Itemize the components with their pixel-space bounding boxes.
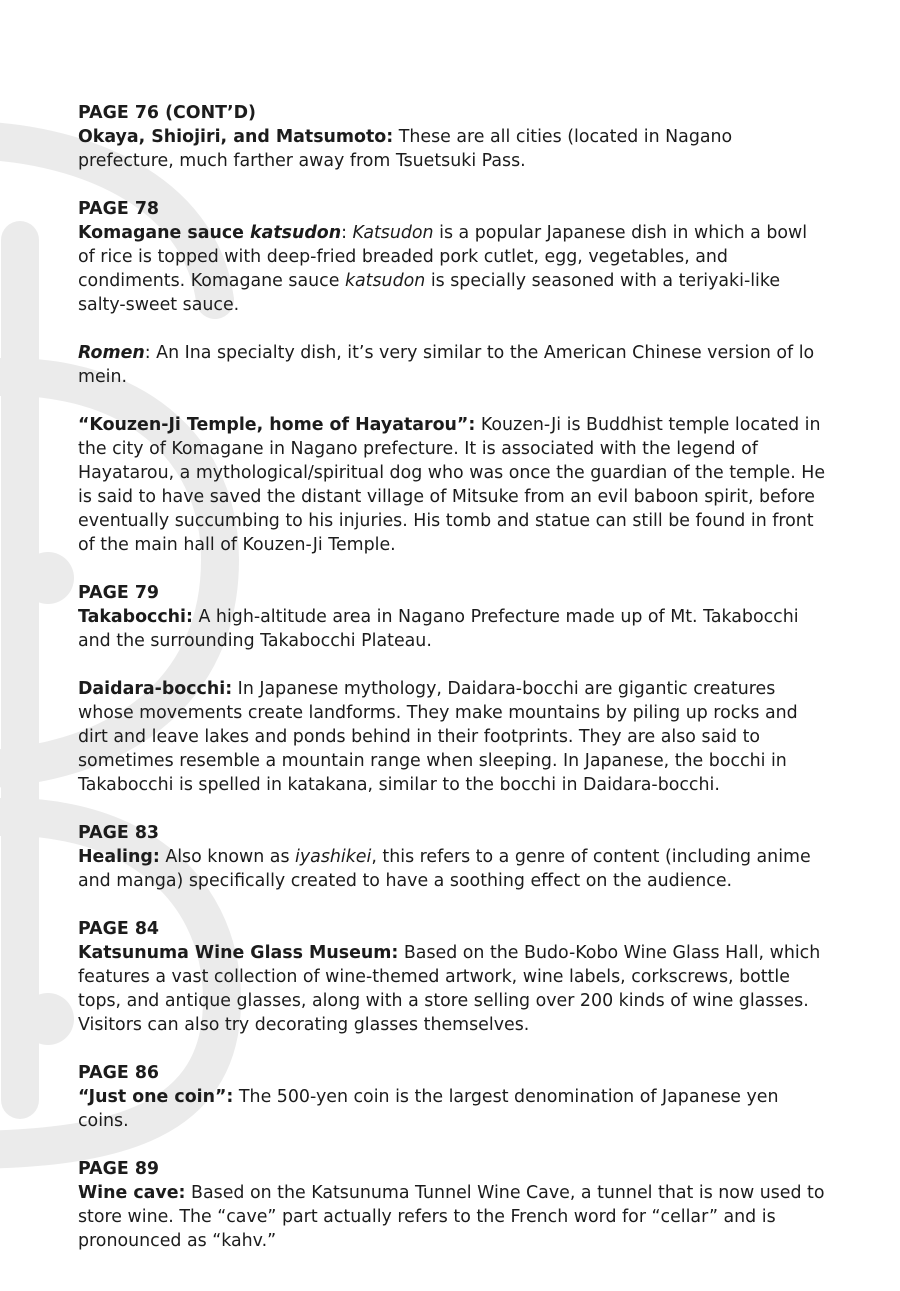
entry-text: iyashikei [295, 847, 372, 867]
watermark-dot-upper [22, 552, 74, 604]
entry-text: In Japanese mythology, Daidara-bocchi are gigantic creatures whose movements create landforms. They make mountains by piling up rocks and dirt and leave lakes and ponds behind in their footprints. They are also said to sometimes resemble a mountain range when sleeping. In Japanese, the bocchi in Takabocchi is spelled in katakana, similar to the bocchi in Daidara-bocchi. [78, 679, 798, 795]
entry-term: Daidara-bocchi: [78, 679, 233, 699]
entry-term: Komagane sauce [78, 223, 251, 243]
page-heading: PAGE 86 [78, 1063, 160, 1083]
page-section [78, 581, 828, 797]
entry-text: Also known as [159, 847, 296, 867]
entry-term: Healing: [78, 847, 160, 867]
entry-text: Katsudon [352, 223, 434, 243]
entry-term: Wine cave: [78, 1183, 186, 1203]
glossary-entry [78, 1085, 828, 1133]
page-section [78, 917, 828, 1037]
entry-term: Okaya, Shiojiri, and Matsumoto: [78, 127, 394, 147]
entry-text: Based on the Budo-Kobo Wine Glass Hall, which features a vast collection of wine-themed artwork, wine labels, corkscrews, bottle tops, and antique glasses, along with a store selling over 200 kinds of wine glasses. Visitors can also try decorating glasses themselves. [78, 943, 821, 1035]
entry-term: Katsunuma Wine Glass Museum: [78, 943, 399, 963]
glossary-notes [78, 101, 828, 1277]
glossary-entry [78, 341, 828, 389]
entry-term: Romen [78, 343, 145, 363]
entry-term: Takabocchi: [78, 607, 193, 627]
page-heading: PAGE 78 [78, 199, 160, 219]
entry-text: , this refers to a genre of content (including anime and manga) specifically created to have a soothing effect on the audience. [78, 847, 811, 891]
glossary-entry [78, 125, 828, 173]
glossary-entry [78, 605, 828, 653]
page-section [78, 821, 828, 893]
glossary-entry [78, 413, 828, 557]
entry-text: is a popular Japanese dish in which a bowl of rice is topped with deep-fried breaded pork cutlet, egg, vegetables, and condiments. Komagane sauce [78, 223, 808, 291]
page-heading: PAGE 84 [78, 919, 160, 939]
entry-text: Based on the Katsunuma Tunnel Wine Cave, a tunnel that is now used to store wine. The “cave” part actually refers to the French word for “cellar” and is pronounced as “kahv.” [78, 1183, 825, 1251]
entry-text: Kouzen-Ji is Buddhist temple located in the city of Komagane in Nagano prefecture. It is associated with the legend of Hayatarou, a mythological/spiritual dog who was once the guardian of the temple. He is said to have saved the distant village of Mitsuke from an evil baboon spirit, before eventually succumbing to his injuries. His tomb and statue can still be found in front of the main hall of Kouzen-Ji Temple. [78, 415, 826, 555]
entry-term: “Just one coin”: [78, 1087, 234, 1107]
entry-text: The 500-yen coin is the largest denomination of Japanese yen coins. [78, 1087, 779, 1131]
glossary-entry [78, 845, 828, 893]
glossary-entry [78, 941, 828, 1037]
page-section [78, 1061, 828, 1133]
entry-term: katsudon [250, 223, 342, 243]
page-heading: PAGE 89 [78, 1159, 160, 1179]
entry-text: is specially seasoned with a teriyaki-like salty-sweet sauce. [78, 271, 781, 315]
page-section [78, 101, 828, 173]
entry-text: These are all cities (located in Nagano prefecture, much farther away from Tsuetsuki Pass. [78, 127, 733, 171]
watermark-dot-lower [22, 993, 74, 1045]
entry-text: : An Ina specialty dish, it’s very similar to the American Chinese version of lo mein. [78, 343, 815, 387]
entry-text: A high-altitude area in Nagano Prefecture made up of Mt. Takabocchi and the surrounding Takabocchi Plateau. [78, 607, 799, 651]
entry-text: : [341, 223, 353, 243]
page-section [78, 197, 828, 557]
page-heading: PAGE 83 [78, 823, 160, 843]
glossary-entry [78, 1181, 828, 1253]
entry-term: “Kouzen-Ji Temple, home of Hayatarou”: [78, 415, 476, 435]
glossary-entry [78, 677, 828, 797]
page-section [78, 1157, 828, 1253]
entry-text: katsudon [344, 271, 426, 291]
page-heading: PAGE 76 (CONT’D) [78, 103, 256, 123]
page-heading: PAGE 79 [78, 583, 160, 603]
glossary-entry [78, 221, 828, 317]
